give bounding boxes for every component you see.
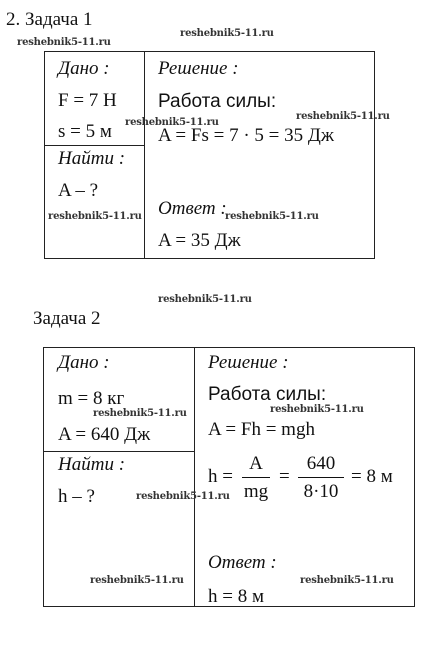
task1-find-heading: Найти :: [58, 148, 126, 169]
watermark: reshebnik5-11.ru: [136, 491, 230, 502]
task1-answer-heading: Ответ :: [158, 198, 227, 219]
task2-solution-heading: Решение :: [208, 352, 289, 373]
task2-frac1-denominator: mg: [243, 481, 269, 502]
task2-frac1-bar: [242, 477, 270, 478]
task2-divider: [194, 347, 195, 607]
task2-h-equals: h =: [208, 466, 233, 487]
task2-frac2-denominator: 8·10: [303, 481, 339, 502]
task2-frac1-numerator: A: [249, 453, 263, 474]
watermark: reshebnik5-11.ru: [270, 404, 364, 415]
task2-find-heading: Найти :: [58, 454, 126, 475]
task2-given-mass: m = 8 кг: [58, 388, 125, 409]
task2-frac2-bar: [298, 477, 344, 478]
watermark: reshebnik5-11.ru: [48, 211, 142, 222]
task2-given-divider: [43, 451, 195, 452]
task2-frac2-numerator: 640: [306, 453, 336, 474]
task2-result: = 8 м: [351, 466, 393, 487]
task2-given-heading: Дано :: [58, 352, 110, 373]
watermark: reshebnik5-11.ru: [158, 294, 252, 305]
task1-divider: [144, 51, 145, 259]
watermark: reshebnik5-11.ru: [300, 575, 394, 586]
task2-title: Задача 2: [33, 308, 101, 329]
watermark: reshebnik5-11.ru: [296, 111, 390, 122]
watermark: reshebnik5-11.ru: [17, 37, 111, 48]
watermark: reshebnik5-11.ru: [125, 117, 219, 128]
watermark: reshebnik5-11.ru: [90, 575, 184, 586]
task2-work-label: Работа силы:: [208, 384, 327, 405]
task1-find: A – ?: [58, 180, 99, 201]
task2-formula: A = Fh = mgh: [208, 419, 315, 440]
task1-answer: A = 35 Дж: [158, 230, 241, 251]
watermark: reshebnik5-11.ru: [225, 211, 319, 222]
task1-given-force: F = 7 Н: [58, 90, 117, 111]
task1-given-distance: s = 5 м: [58, 121, 112, 142]
task1-given-heading: Дано :: [58, 58, 110, 79]
task2-answer: h = 8 м: [208, 586, 264, 607]
task1-work-label: Работа силы:: [158, 91, 277, 112]
watermark: reshebnik5-11.ru: [180, 28, 274, 39]
task1-solution-heading: Решение :: [158, 58, 239, 79]
task1-title: 2. Задача 1: [6, 9, 93, 30]
task2-equals: =: [279, 466, 290, 487]
watermark: reshebnik5-11.ru: [93, 408, 187, 419]
task1-given-divider: [44, 145, 145, 146]
task2-find: h – ?: [58, 486, 95, 507]
task2-given-work: A = 640 Дж: [58, 424, 151, 445]
task1-formula: A = Fs = 7 · 5 = 35 Дж: [158, 125, 334, 146]
task2-answer-heading: Ответ :: [208, 552, 277, 573]
